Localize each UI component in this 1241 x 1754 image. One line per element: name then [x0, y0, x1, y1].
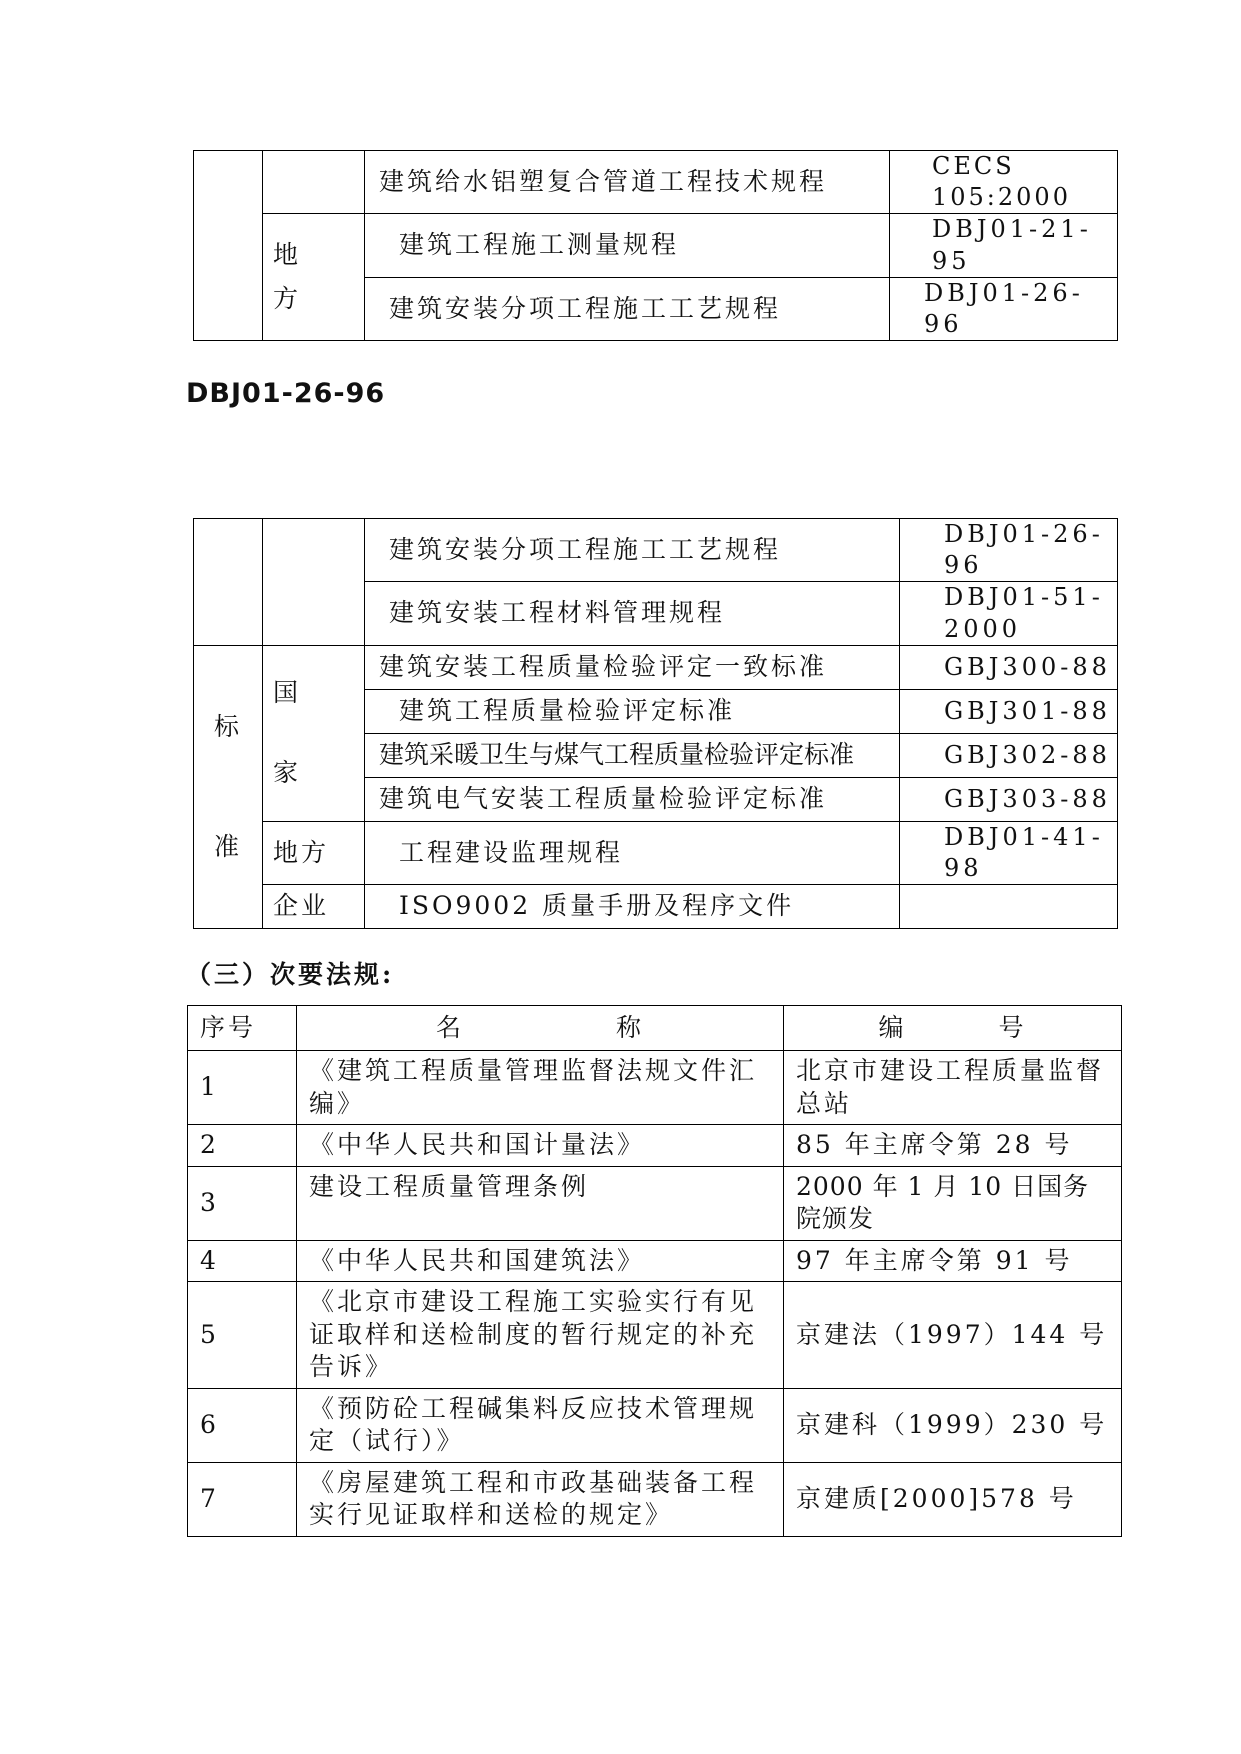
regulation-code: 97 年主席令第 91 号 — [784, 1240, 1122, 1282]
row-no: 7 — [188, 1462, 297, 1536]
regulation-code: 京建法（1997）144 号 — [784, 1282, 1122, 1389]
table-row — [194, 885, 1118, 929]
subcategory-national — [263, 645, 365, 821]
standard-name: 建筑安装工程质量检验评定一致标准 — [365, 645, 900, 689]
row-no: 3 — [188, 1166, 297, 1240]
table-row — [194, 645, 1118, 689]
header-no: 序号 — [188, 1006, 297, 1051]
standard-code: CECS 105:2000 — [890, 151, 1118, 214]
standard-name: 建筑给水铝塑复合管道工程技术规程 — [365, 151, 890, 214]
regulation-name: 《建筑工程质量管理监督法规文件汇编》 — [297, 1051, 784, 1125]
table-row — [188, 1462, 1122, 1536]
subcategory-enterprise: 企业 — [263, 885, 365, 929]
standard-code: GBJ302-88 — [900, 733, 1118, 777]
standards-table-main — [193, 518, 1118, 929]
standards-table-top — [193, 150, 1118, 341]
row-no: 5 — [188, 1282, 297, 1389]
table-row — [188, 1051, 1122, 1125]
regulation-code: 2000 年 1 月 10 日国务院颁发 — [784, 1166, 1122, 1240]
header-code-char-2: 号 — [998, 1012, 1027, 1042]
regulation-code: 85 年主席令第 28 号 — [784, 1125, 1122, 1167]
national-char-1: 国 — [273, 678, 302, 707]
header-name-char-1: 名 — [436, 1012, 465, 1042]
national-char-2: 家 — [273, 758, 302, 787]
standard-code: GBJ300-88 — [900, 645, 1118, 689]
row-no: 4 — [188, 1240, 297, 1282]
header-name — [297, 1006, 784, 1051]
header-name-char-2: 称 — [615, 1012, 644, 1042]
category-char-2: 准 — [213, 831, 242, 861]
table-row — [194, 821, 1118, 884]
regulation-name: 《北京市建设工程施工实验实行有见证取样和送检制度的暂行规定的补充告诉》 — [297, 1282, 784, 1389]
standard-name: 建筑工程施工测量规程 — [365, 214, 890, 277]
header-code — [784, 1006, 1122, 1051]
table-row — [188, 1282, 1122, 1389]
table-row — [188, 1125, 1122, 1167]
table-row — [188, 1240, 1122, 1282]
table-row — [188, 1388, 1122, 1462]
subcategory-cell — [263, 519, 365, 646]
standard-code: DBJ01-26-96 — [900, 519, 1118, 582]
category-cell — [194, 519, 263, 646]
regulation-code: 北京市建设工程质量监督总站 — [784, 1051, 1122, 1125]
row-no: 6 — [188, 1388, 297, 1462]
regulation-name: 《中华人民共和国计量法》 — [297, 1125, 784, 1167]
table-row — [194, 214, 1118, 277]
category-standard — [194, 645, 263, 928]
regulation-code: 京建质[2000]578 号 — [784, 1462, 1122, 1536]
regulation-code: 京建科（1999）230 号 — [784, 1388, 1122, 1462]
standard-name: 建筑安装分项工程施工工艺规程 — [365, 519, 900, 582]
regulations-table — [187, 1005, 1122, 1537]
standard-name: 工程建设监理规程 — [365, 821, 900, 884]
table-row — [188, 1166, 1122, 1240]
standard-name: 建筑工程质量检验评定标准 — [365, 689, 900, 733]
subcategory-local — [263, 214, 365, 341]
regulation-name: 建设工程质量管理条例 — [297, 1166, 784, 1240]
table-row — [194, 519, 1118, 582]
regulation-name: 《中华人民共和国建筑法》 — [297, 1240, 784, 1282]
standard-name: 建筑采暖卫生与煤气工程质量检验评定标准 — [365, 733, 900, 777]
standard-code — [900, 885, 1118, 929]
subcategory-local: 地方 — [263, 821, 365, 884]
category-cell — [194, 151, 263, 341]
header-code-char-1: 编 — [878, 1012, 907, 1042]
standard-code: GBJ301-88 — [900, 689, 1118, 733]
regulation-name: 《预防砼工程碱集料反应技术管理规定（试行）》 — [297, 1388, 784, 1462]
row-no: 2 — [188, 1125, 297, 1167]
row-no: 1 — [188, 1051, 297, 1125]
standard-code: DBJ01-26-96 — [890, 277, 1118, 340]
category-char-1: 标 — [213, 711, 242, 741]
subcategory-cell — [263, 151, 365, 214]
standard-code: DBJ01-51-2000 — [900, 582, 1118, 645]
section-heading: （三）次要法规: — [186, 960, 395, 989]
document-code-heading: DBJ01-26-96 — [186, 378, 386, 409]
standard-code: DBJ01-21-95 — [890, 214, 1118, 277]
standard-name: 建筑安装工程材料管理规程 — [365, 582, 900, 645]
standard-code: GBJ303-88 — [900, 777, 1118, 821]
table-header-row — [188, 1006, 1122, 1051]
regulation-name: 《房屋建筑工程和市政基础装备工程实行见证取样和送检的规定》 — [297, 1462, 784, 1536]
standard-code: DBJ01-41-98 — [900, 821, 1118, 884]
standard-name: 建筑安装分项工程施工工艺规程 — [365, 277, 890, 340]
local-char-2: 方 — [273, 284, 302, 313]
table-row — [194, 151, 1118, 214]
standard-name: ISO9002 质量手册及程序文件 — [365, 885, 900, 929]
local-char-1: 地 — [273, 240, 302, 269]
standard-name: 建筑电气安装工程质量检验评定标准 — [365, 777, 900, 821]
